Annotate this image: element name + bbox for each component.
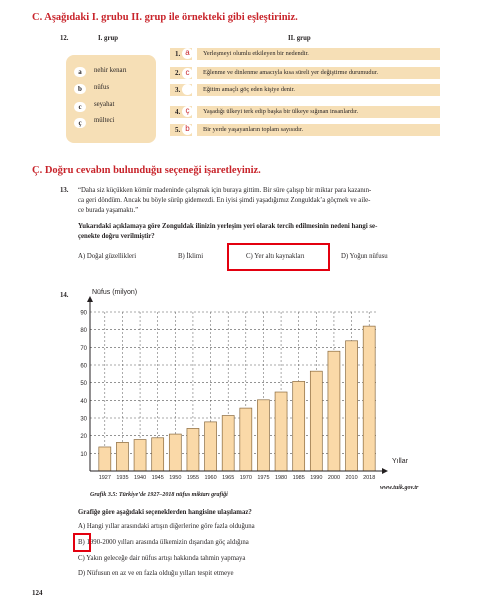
x-tick-label: 1990 — [310, 475, 323, 481]
x-tick-label: 2018 — [363, 475, 376, 481]
y-tick-label: 50 — [80, 381, 87, 388]
bar-2018 — [363, 326, 375, 471]
population-chart — [60, 286, 440, 486]
group1-letter-c: c — [74, 102, 86, 112]
y-tick-label: 30 — [80, 416, 87, 423]
group2-label: II. grup — [288, 35, 311, 42]
section-c-title: C. Aşağıdaki I. grubu II. grup ile örnekteki gibi eşleştiriniz. — [32, 12, 298, 23]
y-tick-label: 90 — [80, 310, 87, 317]
page-number: 124 — [32, 589, 43, 597]
y-tick-label: 70 — [80, 345, 87, 352]
q13-option-b[interactable]: B) İklimi — [178, 253, 204, 260]
q14-option-c[interactable]: C) Yakın geleceğe dair nüfus artışı hakkında tahmin yapmaya — [78, 555, 246, 562]
group2-answer-3[interactable] — [182, 84, 193, 95]
y-tick-label: 60 — [80, 363, 87, 370]
x-tick-label: 1985 — [292, 475, 305, 481]
group1-letter-cc: ç — [74, 118, 86, 128]
group2-num-3: 3. — [170, 84, 192, 96]
q13-option-c[interactable]: C) Yer altı kaynakları — [246, 253, 305, 260]
group2-answer-5[interactable]: b — [182, 124, 193, 135]
group1-label: I. grup — [98, 35, 119, 42]
group2-answer-1[interactable]: a — [182, 48, 193, 59]
group1-item-a: nehir kenarı — [94, 67, 127, 74]
bar-1935 — [116, 442, 128, 471]
group2-answer-2[interactable]: c — [182, 68, 193, 79]
q13-option-a[interactable]: A) Doğal güzellikleri — [78, 253, 137, 260]
question-12-number: 12. — [60, 35, 69, 42]
question-14-number: 14. — [60, 292, 69, 299]
bar-1960 — [205, 422, 217, 471]
quote-line: “Daha siz küçükken kömür madeninde çalışmak için buraya gittim. Bir süre çalışıp bir miktar para kazanın- — [78, 187, 372, 194]
chart-caption: Grafik 3.5: Türkiye’de 1927–2018 nüfus miktarı grafiği — [90, 492, 228, 498]
chart-x-label: Yıllar — [392, 458, 408, 465]
y-tick-label: 10 — [80, 451, 87, 458]
q14-option-b[interactable]: B) 1990-2000 yılları arasında ülkemizin dışarıdan göç aldığına — [78, 539, 249, 546]
question-13-quote — [78, 186, 446, 216]
answer-highlight-c — [227, 243, 330, 271]
x-tick-label: 1927 — [98, 475, 111, 481]
group2-text-3: Eğitim amaçlı göç eden kişiye denir. — [197, 84, 440, 96]
x-tick-label: 1955 — [186, 475, 200, 481]
group1-letter-b: b — [74, 84, 86, 94]
group1-item-c: seyahat — [94, 101, 115, 108]
q14-option-a[interactable]: A) Hangi yıllar arasındaki artışın diğerlerine göre fazla olduğuna — [78, 523, 255, 530]
x-tick-label: 1965 — [222, 475, 235, 481]
x-tick-label: 1935 — [116, 475, 129, 481]
bar-1985 — [293, 381, 305, 471]
group2-text-1: Yerleşmeyi olumlu etkileyen bir nedendir. — [197, 48, 440, 60]
group2-text-4: Yaşadığı ülkeyi terk edip başka bir ülkeye sığınan insanlardır. — [197, 106, 440, 118]
group2-num-1: 1. — [170, 48, 192, 60]
bar-1955 — [187, 428, 199, 471]
question-13-prompt — [78, 222, 446, 242]
bar-1965 — [222, 416, 234, 471]
section-cc-title: Ç. Doğru cevabın bulunduğu seçeneği işaretleyiniz. — [32, 165, 261, 176]
quote-line: ca geri döndüm. Ancak bu böyle sürüp gidemezdi. En iyisi şimdi yaşadığımız Zonguldak’a göçmek ve aile- — [78, 197, 371, 204]
prompt-line: Yukarıdaki açıklamaya göre Zonguldak ilinizin yerleşim yeri olarak tercih edilmesinin nedeni hangi se- — [78, 223, 378, 230]
x-tick-label: 1970 — [239, 475, 252, 481]
bar-1940 — [134, 440, 146, 471]
bar-1950 — [169, 434, 181, 471]
x-tick-label: 1945 — [151, 475, 164, 481]
bar-1990 — [310, 371, 322, 471]
quote-line: ce burada yaşamaktı.” — [78, 207, 139, 214]
bar-2010 — [346, 341, 358, 471]
x-tick-label: 1980 — [274, 475, 288, 481]
x-tick-label: 1950 — [169, 475, 182, 481]
bar-1980 — [275, 392, 287, 471]
y-axis-arrow — [87, 296, 93, 302]
bar-2000 — [328, 351, 340, 471]
bar-1970 — [240, 408, 252, 471]
x-tick-label: 1975 — [257, 475, 270, 481]
y-tick-label: 80 — [80, 328, 87, 335]
group1-item-cc: mülteci — [94, 117, 115, 124]
group1-letter-a: a — [74, 67, 86, 77]
chart-source: www.tuik.gov.tr — [380, 485, 419, 491]
answer-highlight-b — [73, 533, 91, 552]
group2-num-2: 2. — [170, 67, 192, 79]
question-14-prompt: Grafiğe göre aşağıdaki seçeneklerden hangisine ulaşılamaz? — [78, 509, 252, 516]
y-tick-label: 40 — [80, 398, 87, 405]
chart-y-label: Nüfus (milyon) — [92, 289, 138, 296]
x-axis-arrow — [382, 468, 388, 474]
bar-1945 — [152, 438, 164, 471]
x-tick-label: 2010 — [345, 475, 358, 481]
x-tick-label: 1960 — [204, 475, 217, 481]
group2-text-5: Bir yerde yaşayanların toplam sayısıdır. — [197, 124, 440, 136]
group1-item-b: nüfus — [94, 84, 110, 91]
q14-option-d[interactable]: D) Nüfusun en az ve en fazla olduğu yılları tespit etmeye — [78, 570, 234, 577]
group2-text-2: Eğlenme ve dinlenme amacıyla kısa süreli yer değiştirme durumudur. — [197, 67, 440, 79]
bar-1975 — [257, 400, 269, 471]
group2-answer-4[interactable]: ç — [182, 106, 193, 117]
bar-1927 — [99, 447, 111, 471]
q13-option-d[interactable]: D) Yoğun nüfusu — [341, 253, 388, 260]
question-13-number: 13. — [60, 187, 69, 194]
prompt-line: çenekte doğru verilmiştir? — [78, 233, 155, 240]
group2-num-5: 5. — [170, 124, 192, 136]
y-tick-label: 20 — [80, 434, 87, 441]
group2-num-4: 4. — [170, 106, 192, 118]
x-tick-label: 2000 — [327, 475, 341, 481]
x-tick-label: 1940 — [133, 475, 147, 481]
